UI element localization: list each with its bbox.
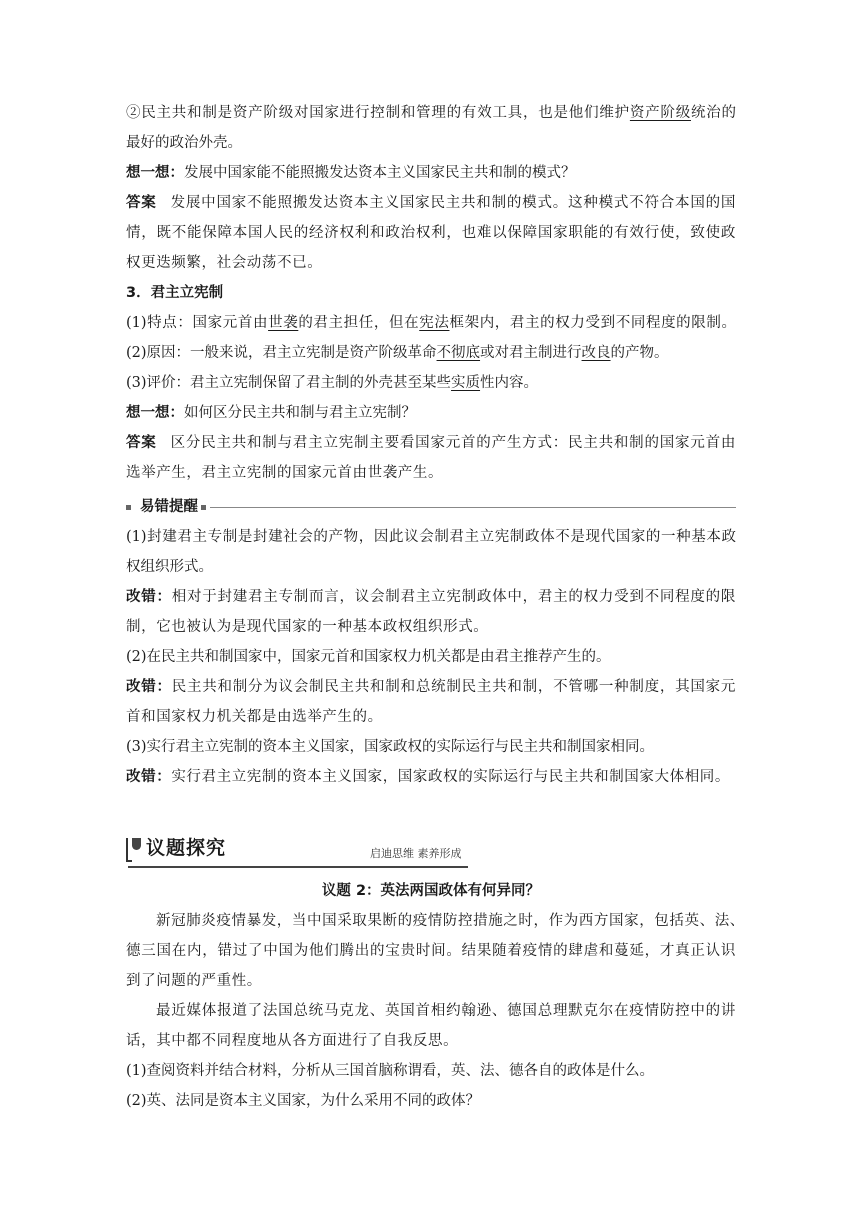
material-line: 到了问题的严重性。 xyxy=(126,973,262,989)
answer-label: 答案 xyxy=(126,195,157,211)
answer-line: 情，既不能保障本国人民的经济权利和政治权利，也难以保障国家职能的有效行使，致使政 xyxy=(126,225,736,241)
error-statement: 权组织形式。 xyxy=(126,559,213,575)
underlined-term: 不彻底 xyxy=(436,345,481,361)
correction-line: 改错：民主共和制分为议会制民主共和制和总统制民主共和制，不管哪一种制度，其国家元 xyxy=(126,679,736,695)
material-line: 新冠肺炎疫情暴发，当中国采取果断的疫情防控措施之时，作为西方国家，包括英、法、 xyxy=(156,913,745,929)
square-bullet-icon xyxy=(201,505,206,510)
correction-label: 改错： xyxy=(126,679,172,695)
list-item: (2)原因：一般来说，君主立宪制是资产阶级革命不彻底或对君主制进行改良的产物。 xyxy=(126,345,669,361)
tips-title: 易错提醒 xyxy=(140,499,198,515)
underlined-term: 宪法 xyxy=(419,315,450,331)
underlined-term: 资产阶级 xyxy=(629,105,691,121)
underlined-term: 实质 xyxy=(451,375,481,391)
paragraph-line: 最好的政治外壳。 xyxy=(126,135,242,151)
document-page xyxy=(126,98,745,1116)
error-statement: (1)封建君主专制是封建社会的产物，因此议会制君主立宪制政体不是现代国家的一种基本政 xyxy=(126,529,736,545)
divider xyxy=(128,866,468,868)
answer-line: 选举产生，君主立宪制的国家元首由世袭产生。 xyxy=(126,465,444,481)
material-line: 最近媒体报道了法国总统马克龙、英国首相约翰逊、德国总理默克尔在疫情防控中的讲 xyxy=(156,1003,736,1019)
correction-label: 改错： xyxy=(126,769,172,785)
think-question: 想一想：如何区分民主共和制与君主立宪制？ xyxy=(126,405,416,421)
answer-line: 答案 发展中国家不能照搬发达资本主义国家民主共和制的模式。这种模式不符合本国的国 xyxy=(126,195,736,211)
shield-bracket-icon xyxy=(126,838,142,864)
underlined-term: 改良 xyxy=(581,345,611,361)
topic-question: (2)英、法同是资本主义国家，为什么采用不同的政体？ xyxy=(126,1093,481,1109)
think-label: 想一想： xyxy=(126,165,184,181)
correction-line: 首和国家权力机关都是由选举产生的。 xyxy=(126,709,383,725)
topic-heading: 议题 2：英法两国政体有何异同？ xyxy=(321,883,541,899)
answer-line: 答案 区分民主共和制与君主立宪制主要看国家元首的产生方式：民主共和制的国家元首由 xyxy=(126,435,736,451)
section-heading: 3．君主立宪制 xyxy=(126,285,224,301)
topic-question: (1)查阅资料并结合材料，分析从三国首脑称谓看，英、法、德各自的政体是什么。 xyxy=(126,1063,655,1079)
error-statement: (2)在民主共和制国家中，国家元首和国家权力机关都是由君主推荐产生的。 xyxy=(126,649,611,665)
topic-subtitle: 启迪思维 素养形成 xyxy=(370,847,462,860)
square-bullet-icon xyxy=(126,505,131,510)
think-label: 想一想： xyxy=(126,405,184,421)
answer-label: 答案 xyxy=(126,435,157,451)
correction-line: 制，它也被认为是现代国家的一种基本政权组织形式。 xyxy=(126,619,489,635)
topic-title: 议题探究 xyxy=(146,837,227,859)
correction-label: 改错： xyxy=(126,589,172,605)
error-statement: (3)实行君主立宪制的资本主义国家，国家政权的实际运行与民主共和制国家相同。 xyxy=(126,739,655,755)
tips-header xyxy=(126,492,736,522)
correction-line: 改错：实行君主立宪制的资本主义国家，国家政权的实际运行与民主共和制国家大体相同。 xyxy=(126,769,731,785)
topic-header xyxy=(126,830,736,870)
material-line: 话，其中都不同程度地从各方面进行了自我反思。 xyxy=(126,1033,459,1049)
list-item: (3)评价：君主立宪制保留了君主制的外壳甚至某些实质性内容。 xyxy=(126,375,539,391)
material-line: 德三国在内，错过了中国为他们腾出的宝贵时间。结果随着疫情的肆虐和蔓延，才真正认识 xyxy=(126,943,736,959)
divider xyxy=(210,507,736,508)
correction-line: 改错：相对于封建君主专制而言，议会制君主立宪制政体中，君主的权力受到不同程度的限 xyxy=(126,589,736,605)
think-question: 想一想：发展中国家能不能照搬发达资本主义国家民主共和制的模式？ xyxy=(126,165,576,181)
underlined-term: 世袭 xyxy=(268,315,299,331)
paragraph-line: ②民主共和制是资产阶级对国家进行控制和管理的有效工具，也是他们维护资产阶级统治的 xyxy=(126,105,737,121)
list-item: (1)特点：国家元首由世袭的君主担任，但在宪法框架内，君主的权力受到不同程度的限制。 xyxy=(126,315,737,331)
answer-line: 权更迭频繁，社会动荡不已。 xyxy=(126,255,323,271)
